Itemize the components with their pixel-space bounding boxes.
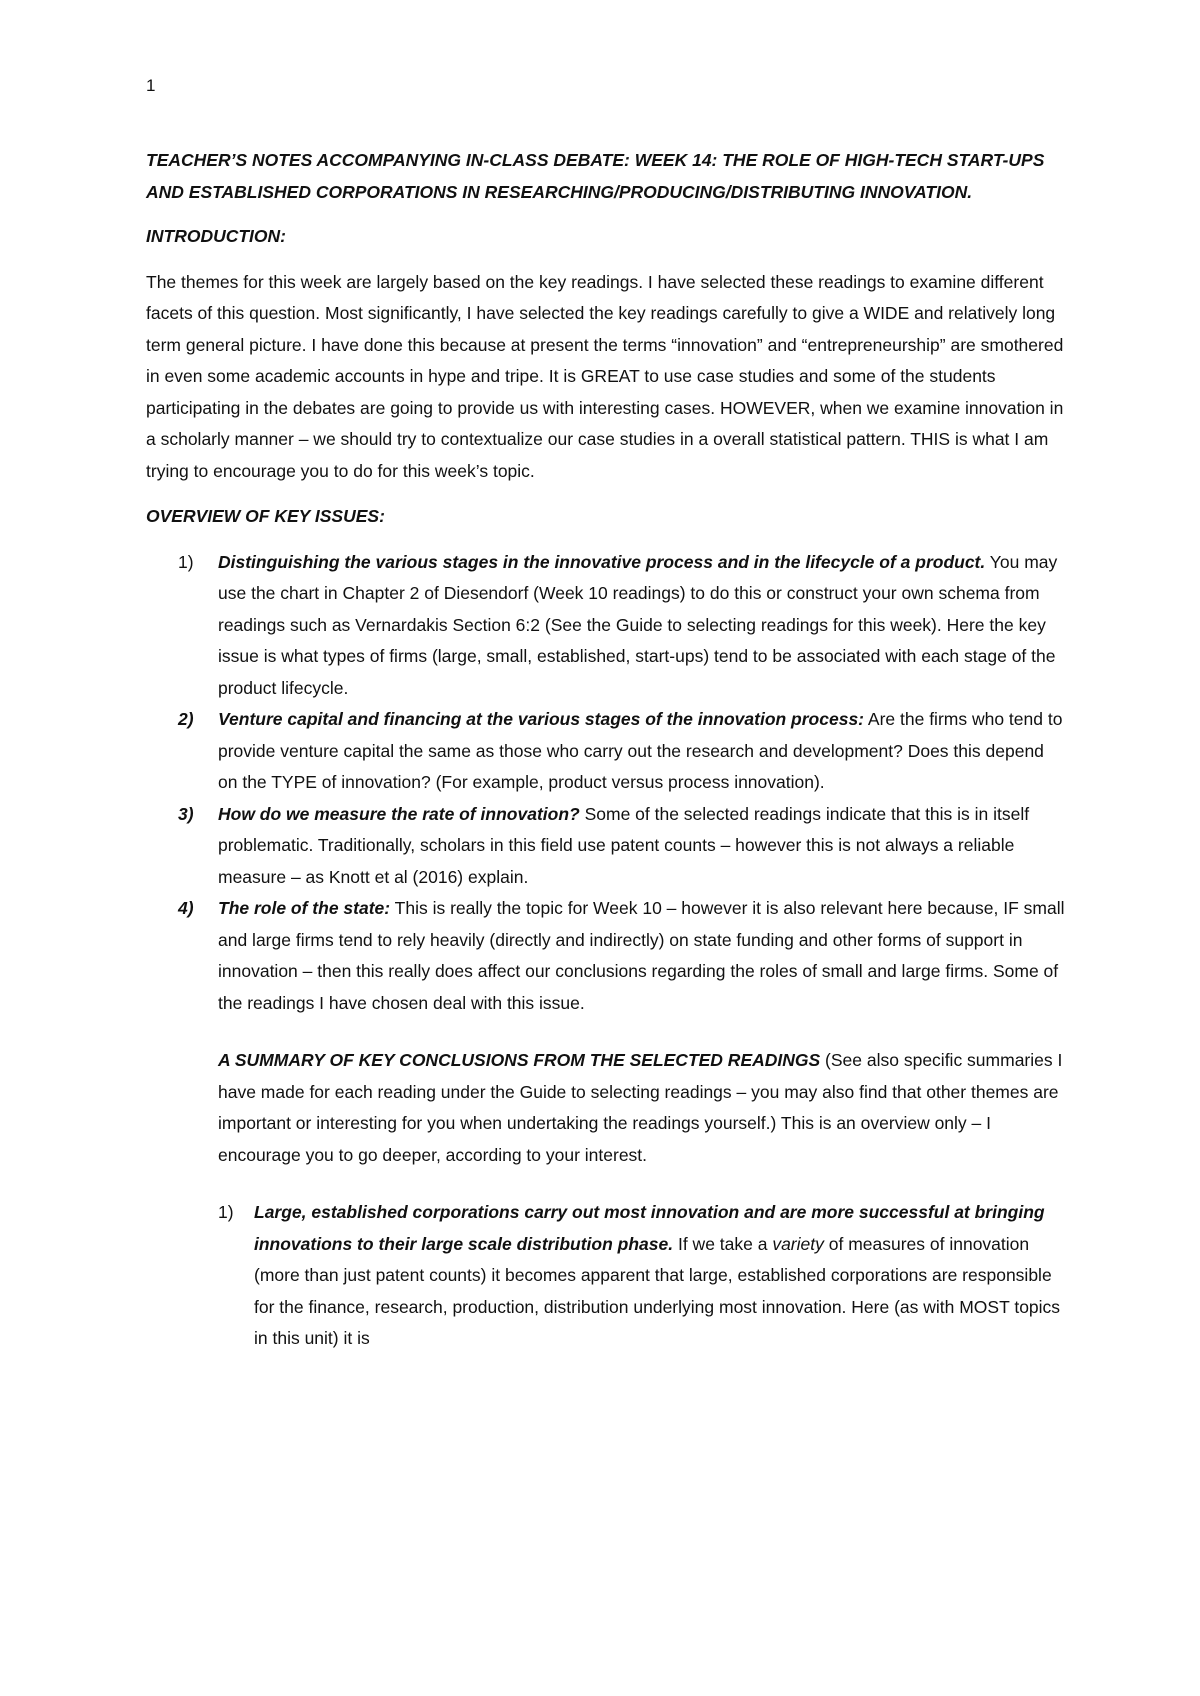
- overview-item-lead: Distinguishing the various stages in the innovative process and in the lifecycle of a product.: [218, 551, 986, 572]
- introduction-heading: INTRODUCTION:: [146, 226, 286, 246]
- overview-item-text: Some of the selected readings indicate that this is in itself problematic. Traditionally, scholars in this field use patent counts – however this is not always a reliable measure – as Knott et al (2016) explain.: [218, 803, 1030, 887]
- summary-item-lead: Large, established corporations carry out most innovation and are more successful at bringing innovations to their large scale distribution phase.: [254, 1202, 1045, 1254]
- overview-item-text: Are the firms who tend to provide venture capital the same as those who carry out the research and development? Does this depend on the TYPE of innovation? (For example, product versus process innovation).: [218, 709, 1063, 792]
- list-number: 1): [178, 551, 194, 572]
- overview-list: [146, 547, 1066, 1020]
- overview-item-text: This is really the topic for Week 10 – however it is also relevant here because, IF small and large firms tend to rely heavily (directly and indirectly) on state funding and other forms of support in innovation – then this really does affect our conclusions regarding the roles of small and large firms. Some of the readings I have chosen deal with this issue.: [218, 898, 1065, 1013]
- overview-item-lead: Venture capital and financing at the various stages of the innovation process:: [218, 709, 865, 729]
- list-number: 3): [178, 803, 194, 824]
- document-body: [146, 145, 1066, 1355]
- summary-paragraph: [146, 1045, 1066, 1171]
- list-number: 1): [218, 1202, 234, 1222]
- list-number: 2): [178, 709, 194, 729]
- overview-heading: OVERVIEW OF KEY ISSUES:: [146, 506, 385, 526]
- list-number: 4): [178, 898, 194, 918]
- document-title: TEACHER’S NOTES ACCOMPANYING IN-CLASS DEBATE: WEEK 14: THE ROLE OF HIGH-TECH START-UPS AND ESTABLISHED CORPORATIONS IN RESEARCHING/PRODUCING/DISTRIBUTING INNOVATION.: [146, 150, 1045, 202]
- overview-item-text: You may use the chart in Chapter 2 of Diesendorf (Week 10 readings) to do this or construct your own schema from readings such as Vernardakis Section 6:2 (See the Guide to selecting readings for this week). Here the key issue is what types of firms (large, small, established, start-ups) tend to be associated with each stage of the product lifecycle.: [218, 551, 1058, 698]
- overview-item: [146, 547, 1066, 705]
- overview-item: [146, 893, 1066, 1019]
- summary-item-text: of measures of innovation (more than just patent counts) it becomes apparent that large, established corporations are responsible for the finance, research, production, distribution underlying most innovation. Here (as with MOST topics in this unit) it is: [254, 1233, 1061, 1348]
- summary-list: [146, 1197, 1066, 1355]
- summary-item-emphasis: variety: [772, 1233, 824, 1254]
- summary-text: (See also specific summaries I have made for each reading under the Guide to selecting readings – you may also find that other themes are important or interesting for you when undertaking the readings yourself.) This is an overview only – I encourage you to go deeper, according to your interest.: [218, 1050, 1063, 1165]
- summary-item-text: If we take a: [673, 1233, 773, 1254]
- overview-item-lead: How do we measure the rate of innovation?: [218, 803, 580, 824]
- summary-heading: A SUMMARY OF KEY CONCLUSIONS FROM THE SELECTED READINGS: [218, 1050, 821, 1070]
- overview-item: [146, 799, 1066, 894]
- summary-item: [146, 1197, 1066, 1355]
- page-number: 1: [146, 76, 156, 95]
- overview-item-lead: The role of the state:: [218, 898, 391, 918]
- introduction-paragraph: The themes for this week are largely based on the key readings. I have selected these readings to examine different facets of this question. Most significantly, I have selected the key readings carefully to give a WIDE and relatively long term general picture. I have done this because at present the terms “innovation” and “entrepreneurship” are smothered in even some academic accounts in hype and tripe. It is GREAT to use case studies and some of the students participating in the debates are going to provide us with interesting cases. HOWEVER, when we examine innovation in a scholarly manner – we should try to contextualize our case studies in a overall statistical pattern. THIS is what I am trying to encourage you to do for this week’s topic.: [146, 271, 1064, 481]
- overview-item: [146, 704, 1066, 799]
